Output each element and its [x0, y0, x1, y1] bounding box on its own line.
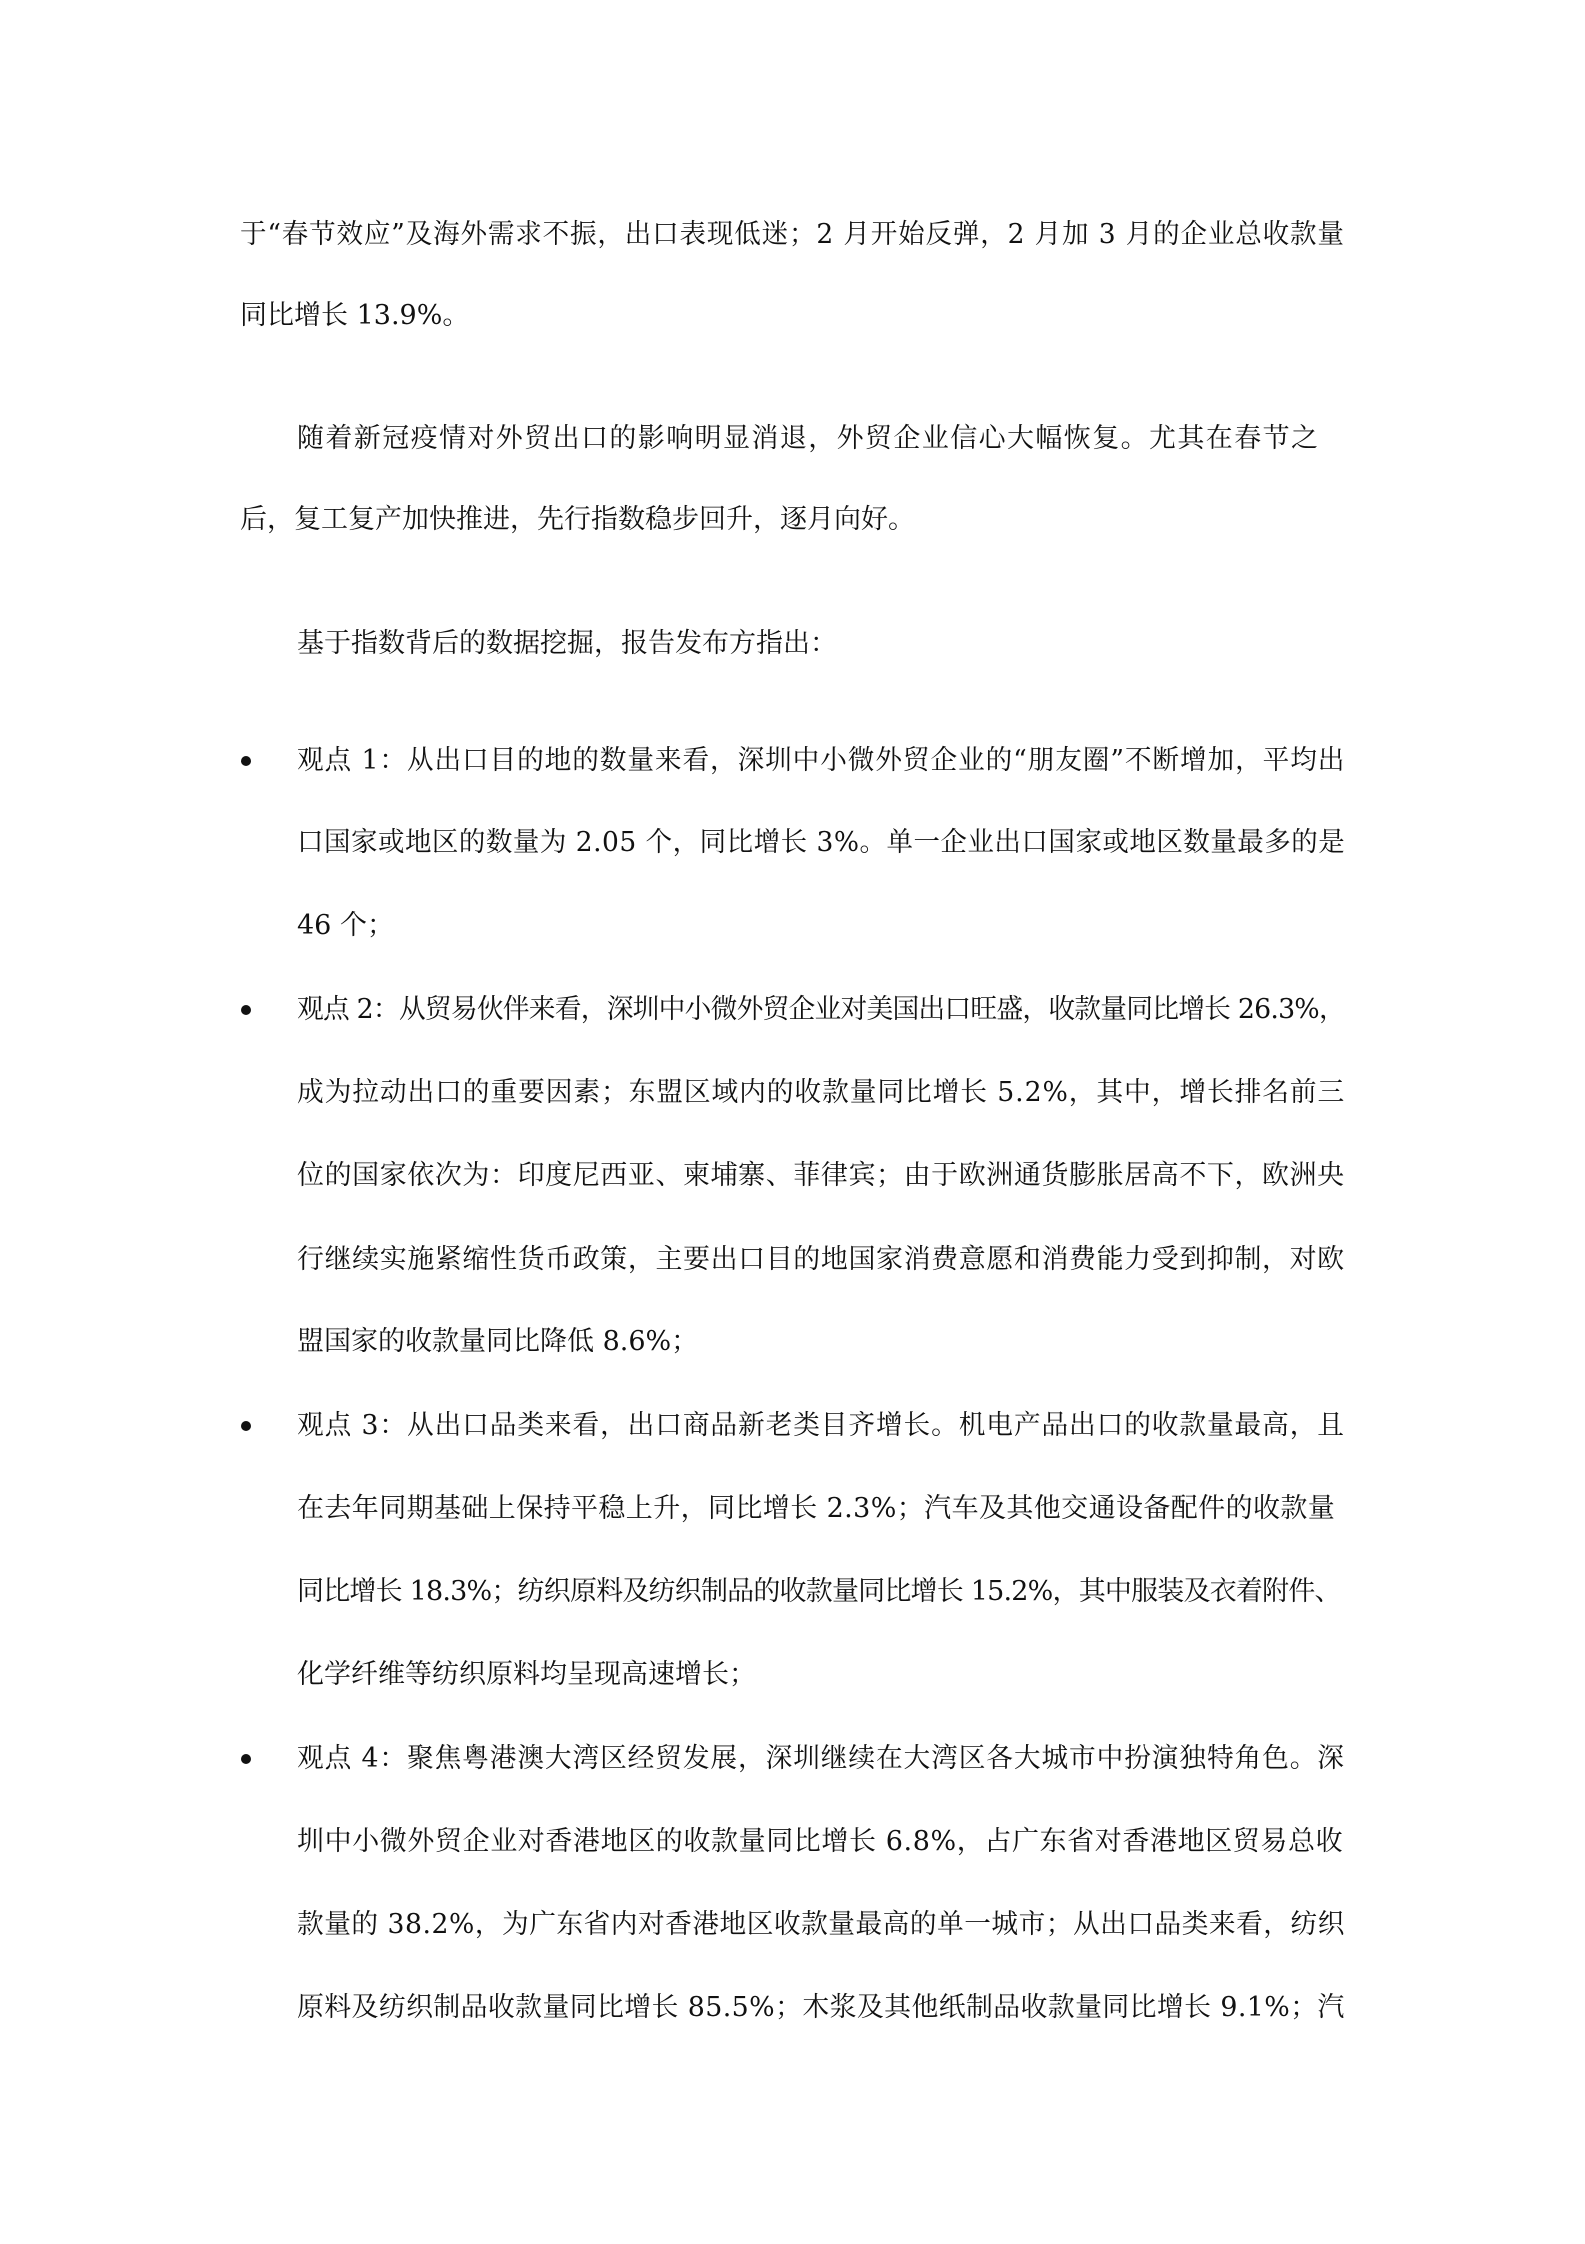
- point-1-line-1: 观点 1：从出口目的地的数量来看，深圳中小微外贸企业的“朋友圈”不断增加，平均出: [297, 745, 1346, 776]
- point-3-line-1: 观点 3：从出口品类来看，出口商品新老类目齐增长。机电产品出口的收款量最高，且: [297, 1410, 1345, 1441]
- point-2-line-3: 位的国家依次为：印度尼西亚、柬埔寨、菲律宾；由于欧洲通货膨胀居高不下，欧洲央: [297, 1160, 1345, 1191]
- paragraph-3-line-1: 基于指数背后的数据挖掘，报告发布方指出：: [297, 628, 837, 659]
- bullet-point-1: [241, 756, 251, 766]
- paragraph-1-line-1: 于“春节效应”及海外需求不振，出口表现低迷；2 月开始反弹，2 月加 3 月的企业总收款量: [240, 219, 1345, 250]
- point-2-line-5: 盟国家的收款量同比降低 8.6%；: [297, 1326, 699, 1357]
- point-3-line-3: 同比增长 18.3%；纺织原料及纺织制品的收款量同比增长 15.2%，其中服装及衣着附件、: [297, 1576, 1341, 1607]
- paragraph-2-line-2: 后，复工复产加快推进，先行指数稳步回升，逐月向好。: [240, 504, 915, 535]
- point-2-line-4: 行继续实施紧缩性货币政策，主要出口目的地国家消费意愿和消费能力受到抑制，对欧: [297, 1244, 1345, 1275]
- bullet-point-4: [241, 1754, 251, 1764]
- point-4-line-4: 原料及纺织制品收款量同比增长 85.5%；木浆及其他纸制品收款量同比增长 9.1%；汽: [297, 1992, 1345, 2023]
- point-1-line-3: 46 个；: [297, 910, 394, 941]
- point-3-line-2: 在去年同期基础上保持平稳上升，同比增长 2.3%；汽车及其他交通设备配件的收款量: [297, 1493, 1336, 1524]
- point-4-line-3: 款量的 38.2%，为广东省内对香港地区收款量最高的单一城市；从出口品类来看，纺织: [297, 1909, 1345, 1940]
- point-2-line-2: 成为拉动出口的重要因素；东盟区域内的收款量同比增长 5.2%，其中，增长排名前三: [297, 1077, 1346, 1108]
- paragraph-2-line-1: 随着新冠疫情对外贸出口的影响明显消退，外贸企业信心大幅恢复。尤其在春节之: [297, 423, 1320, 454]
- point-3-line-4: 化学纤维等纺织原料均呈现高速增长；: [297, 1659, 756, 1690]
- bullet-point-3: [241, 1421, 251, 1431]
- paragraph-1-line-2: 同比增长 13.9%。: [240, 300, 470, 331]
- point-4-line-1: 观点 4：聚焦粤港澳大湾区经贸发展，深圳继续在大湾区各大城市中扮演独特角色。深: [297, 1743, 1345, 1774]
- point-4-line-2: 圳中小微外贸企业对香港地区的收款量同比增长 6.8%，占广东省对香港地区贸易总收: [297, 1826, 1344, 1857]
- point-1-line-2: 口国家或地区的数量为 2.05 个，同比增长 3%。单一企业出口国家或地区数量最多的是: [297, 827, 1346, 858]
- bullet-point-2: [241, 1005, 251, 1015]
- point-2-line-1: 观点 2：从贸易伙伴来看，深圳中小微外贸企业对美国出口旺盛，收款量同比增长 26.3%，: [297, 994, 1345, 1025]
